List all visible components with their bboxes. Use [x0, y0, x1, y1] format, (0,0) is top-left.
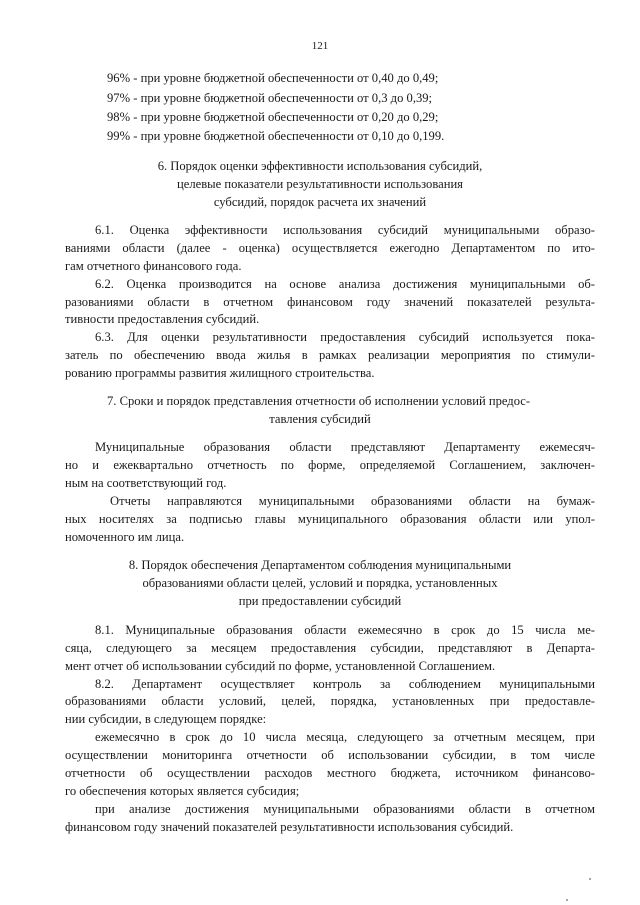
section-7-paragraph: ных носителях за подписью главы муниципального образования области или упол-	[65, 512, 595, 526]
rate-line: 98% - при уровне бюджетной обеспеченности от 0,20 до 0,29;	[107, 110, 439, 124]
section-6-heading: субсидий, порядок расчета их значений	[213, 195, 427, 209]
paragraph-6-1: 6.1. Оценка эффективности использования субсидий муниципальными образо-	[95, 223, 595, 237]
paragraph-6-1: гам отчетного финансового года.	[65, 259, 242, 273]
control-item: осуществлении мониторинга отчетности об использовании субсидии, в том числе	[65, 748, 595, 762]
section-6-heading: целевые показатели результативности использования	[177, 177, 463, 191]
section-7-paragraph: ным на соответствующий год.	[65, 476, 227, 490]
rate-line: 99% - при уровне бюджетной обеспеченности от 0,10 до 0,199.	[107, 129, 445, 143]
paragraph-8-2: образованиями области условий, целей, порядка, установленных при предоставле-	[65, 694, 595, 708]
paragraph-6-3: рованию программы развития жилищного строительства.	[65, 366, 375, 380]
paragraph-8-1: сяца, следующего за месяцем предоставления субсидии, представляют в Департа-	[65, 641, 595, 655]
rate-line: 97% - при уровне бюджетной обеспеченности от 0,3 до 0,39;	[107, 91, 433, 105]
paragraph-6-2: 6.2. Оценка производится на основе анализа достижения муниципальными об-	[95, 277, 595, 291]
scan-speck	[589, 878, 591, 880]
paragraph-6-3: 6.3. Для оценки результативности предоставления субсидий используется пока-	[95, 330, 595, 344]
control-item: отчетности об осуществлении расходов местного бюджета, источником финансово-	[65, 766, 595, 780]
section-7-heading: 7. Сроки и порядок представления отчетности об исполнении условий предос-	[107, 394, 531, 408]
paragraph-8-2: 8.2. Департамент осуществляет контроль за соблюдением муниципальными	[95, 677, 595, 691]
section-8-heading: 8. Порядок обеспечения Департаментом соблюдения муниципальными	[128, 558, 512, 572]
section-7-paragraph: Отчеты направляются муниципальными образованиями области на бумаж-	[110, 494, 595, 508]
paragraph-8-1: 8.1. Муниципальные образования области ежемесячно в срок до 15 числа ме-	[95, 623, 595, 637]
scan-speck	[566, 899, 568, 901]
section-7-paragraph: но и ежеквартально отчетность по форме, определяемой Соглашением, заключен-	[65, 458, 595, 472]
paragraph-6-3: затель по обеспечению ввода жилья в рамках реализации мероприятия по стимули-	[65, 348, 595, 362]
control-item: финансовом году значений показателей результативности использования субсидий.	[65, 820, 514, 834]
section-8-heading: образованиями области целей, условий и порядка, установленных	[142, 576, 498, 590]
paragraph-6-1: ваниями области (далее - оценка) осуществляется ежегодно Департаментом по ито-	[65, 241, 595, 255]
section-7-paragraph: номоченного им лица.	[65, 530, 185, 544]
paragraph-8-2: нии субсидии, в следующем порядке:	[65, 712, 267, 726]
section-6-heading: 6. Порядок оценки эффективности использования субсидий,	[157, 159, 483, 173]
section-7-paragraph: Муниципальные образования области представляют Департаменту ежемесяч-	[95, 440, 595, 454]
paragraph-6-2: тивности предоставления субсидий.	[65, 312, 260, 326]
page-number: 121	[311, 40, 329, 52]
control-item: го обеспечения которых является субсидия;	[65, 784, 300, 798]
control-item: при анализе достижения муниципальными образованиями области в отчетном	[95, 802, 595, 816]
rate-line: 96% - при уровне бюджетной обеспеченности от 0,40 до 0,49;	[107, 71, 439, 85]
paragraph-6-2: разованиями области в отчетном финансовом году значений показателей результа-	[65, 295, 595, 309]
section-7-heading: тавления субсидий	[269, 412, 371, 426]
control-item: ежемесячно в срок до 10 числа месяца, следующего за отчетным месяцем, при	[95, 730, 595, 744]
paragraph-8-1: мент отчет об использовании субсидий по форме, установленной Соглашением.	[65, 659, 496, 673]
section-8-heading: при предоставлении субсидий	[238, 594, 402, 608]
